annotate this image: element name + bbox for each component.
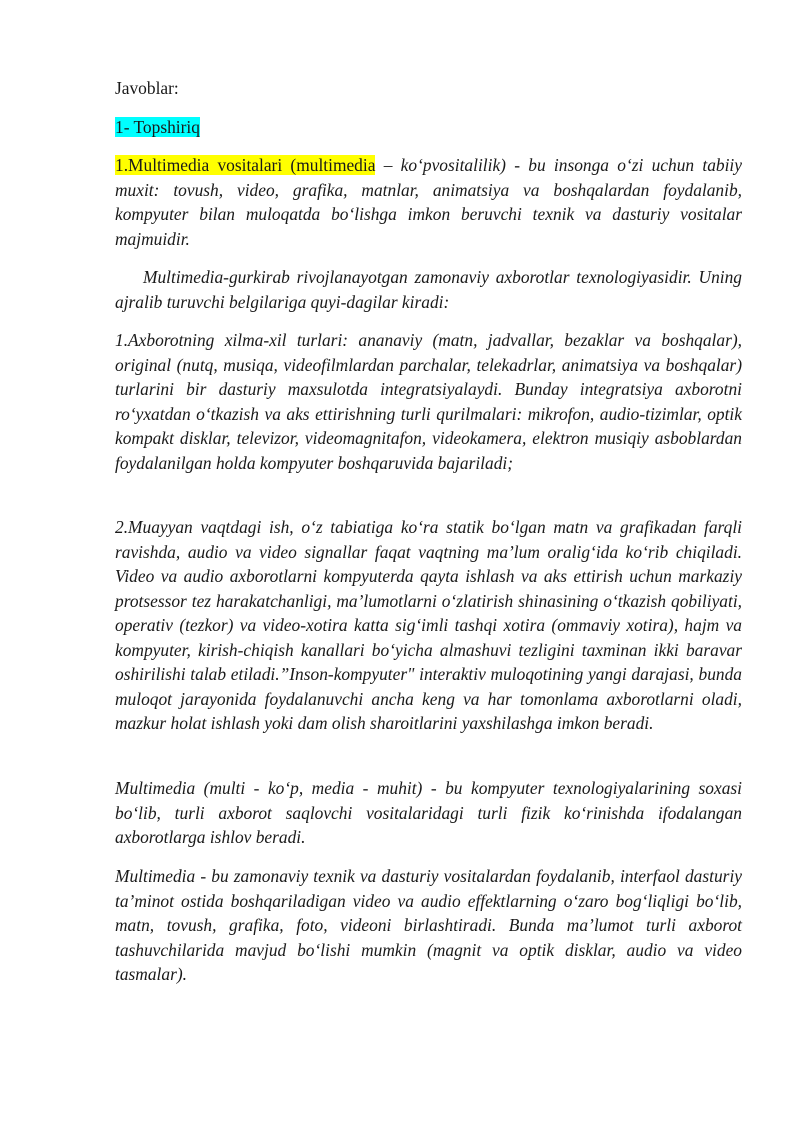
task-label	[115, 117, 200, 138]
term-dash: –	[375, 155, 393, 175]
paragraph-intro: Multimedia-gurkirab rivojlanayotgan zamonaviy axborotlar texnologiyasidir. Uning ajralib turuvchi belgilariga quyi-dagilar kiradi:	[115, 267, 742, 312]
paragraph-multimedia-def-1: Multimedia (multi - ko‘p, media - muhit) - bu kompyuter texnologiyalarining soxasi bo‘lib, turli axborot saqlovchi vositalaridagi turli fizik ko‘rinishda ifodalangan axborotlarga ishlov beradi.	[115, 778, 742, 847]
paragraph-multimedia-def-2: Multimedia - bu zamonaviy texnik va dasturiy vositalardan foydalanib, interfaol dasturiy ta’minot ostida boshqariladigan video va audio effektlarning o‘zaro bog‘liqligi bo‘lib, matn, tovush, grafika, foto, videoni birlashtiradi. Bunda ma’lumot turli axborot tashuvchilarida mavjud bo‘lishi mumkin (magnit va optik disklar, audio va video tasmalar).	[115, 866, 742, 984]
definition-text: ko‘pvositalilik) - bu insonga o‘zi uchun tabiiy muxit: tovush, video, grafika, matnlar, animatsiya va boshqalardan foydalanib, kompyuter bilan muloqatda bo‘lishga imkon beruvchi texnik va dasturiy vositalar majmuidir.	[115, 155, 742, 249]
paragraph-definition	[115, 153, 742, 251]
task-label-text: 1- Topshiriq	[115, 117, 200, 137]
paragraph-point-2: 2.Muayyan vaqtdagi ish, o‘z tabiatiga ko‘ra statik bo‘lgan matn va grafikadan farqli ravishda, audio va video signallar faqat vaqtning ma’lum oralig‘ida ko‘rib chiqiladi. Video va audio axborotlarni kompyuterda qayta ishlash va aks ettirish uchun markaziy protsessor tez harakatchanligi, ma’lumotlarni o‘zlatirish shinasining o‘tkazish qobiliyati, operativ (tezkor) va video-xotira katta sig‘imli tashqi xotira (ommaviy xotira), hajm va kompyuter, kirish-chiqish kanallari bo‘yicha almashuvi tezligini taxminan ikki baravar oshirilishi talab etiladi.”Inson-kompyuter" interaktiv muloqotining yangi darajasi, bunda muloqot jarayonida foydalanuvchi ancha keng va har tomonlama axborotlarni oladi, mazkur holat ishlash yoki dam olish sharoitlarini yaxshilashga imkon beradi.	[115, 517, 742, 733]
answers-heading: Javoblar:	[115, 78, 179, 98]
paragraph-point-1: 1.Axborotning xilma-xil turlari: ananaviy (matn, jadvallar, bezaklar va boshqalar), original (nutq, musiqa, videofilmlardan parchalar, telekadrlar, animatsiya va boshqalar) turlarini bir dasturiy maxsulotda integratsiyalaydi. Bunday integratsiya axborotni ro‘yxatdan o‘tkazish va aks ettirishning turli qurilmalari: mikrofon, audio-tizimlar, optik kompakt disklar, televizor, videomagnitafon, videokamera, elektron musiqiy asboblardan foydalanilgan holda kompyuter boshqaruvida bajariladi;	[115, 330, 742, 473]
highlighted-term: 1.Multimedia vositalari (multimedia	[115, 155, 376, 175]
